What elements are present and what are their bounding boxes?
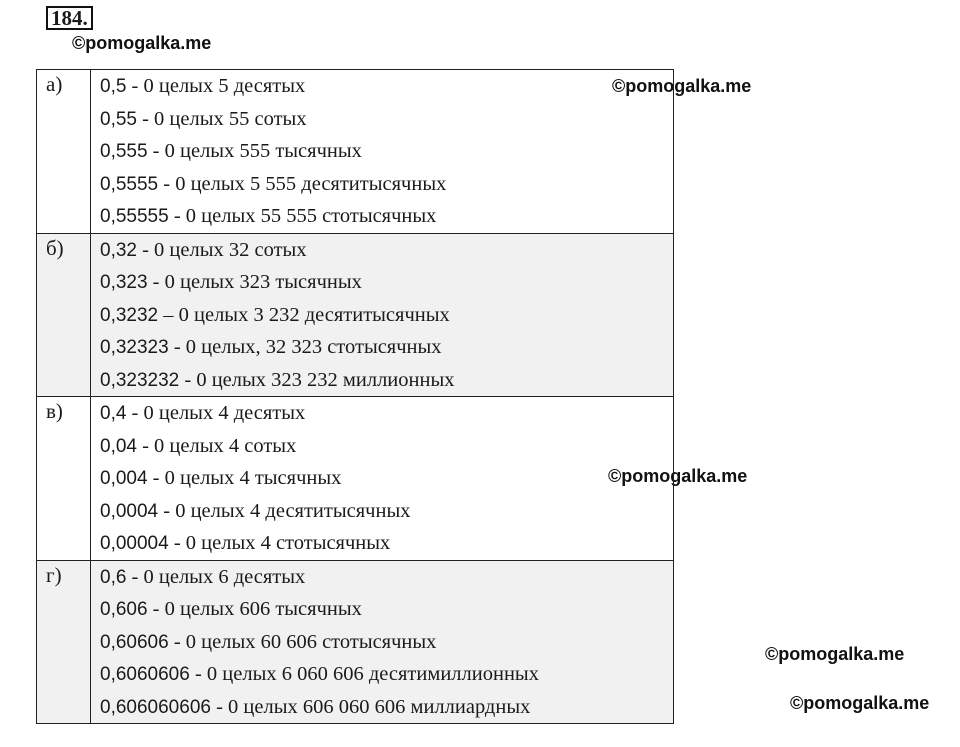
decimal-value: 0,323232: [100, 369, 180, 391]
answer-table: [36, 69, 674, 724]
section-label: а): [37, 70, 91, 234]
decimal-reading: - 0 целых 323 232 миллионных: [179, 368, 455, 391]
answer-line: [100, 462, 673, 495]
answer-line: [100, 495, 673, 528]
decimal-value: 0,0004: [100, 500, 159, 522]
decimal-reading: - 0 целых 323 тысячных: [147, 271, 362, 293]
decimal-value: 0,555: [100, 141, 148, 162]
task-number: [46, 6, 93, 30]
section-label: г): [37, 560, 91, 724]
decimal-reading: - 0 целых 4 десятитысячных: [158, 499, 411, 522]
task-number-value: 184.: [46, 6, 93, 30]
decimal-value: 0,4: [100, 403, 127, 424]
section-lines: [91, 397, 674, 561]
decimal-value: 0,5: [100, 76, 127, 97]
answer-line: [100, 70, 673, 103]
decimal-value: 0,60606: [100, 631, 169, 653]
decimal-value: 0,606: [100, 599, 148, 620]
section-row-a: [37, 70, 674, 234]
answer-line: [100, 364, 673, 397]
decimal-reading: - 0 целых, 32 323 стотысячных: [168, 336, 442, 358]
section-row-b: [37, 233, 674, 397]
decimal-value: 0,32323: [100, 337, 169, 358]
section-row-v: [37, 397, 674, 561]
section-lines: [91, 70, 674, 234]
answer-line: [100, 200, 673, 233]
watermark: ©pomogalka.me: [72, 33, 212, 53]
section-label: в): [37, 397, 91, 561]
answer-line: [100, 430, 673, 463]
section-label: б): [37, 233, 91, 397]
decimal-reading: - 0 целых 55 сотых: [136, 107, 307, 130]
decimal-value: 0,5555: [100, 173, 159, 195]
decimal-value: 0,04: [100, 435, 137, 457]
answer-line: [100, 135, 673, 168]
decimal-reading: - 0 целых 4 десятых: [126, 402, 306, 424]
watermark: ©pomogalka.me: [765, 644, 905, 664]
decimal-reading: - 0 целых 4 тысячных: [147, 467, 342, 489]
answer-line: [100, 331, 673, 364]
decimal-reading: - 0 целых 55 555 стотысячных: [168, 205, 437, 227]
decimal-reading: - 0 целых 5 555 десятитысячных: [158, 172, 447, 195]
section-lines: [91, 233, 674, 397]
decimal-reading: - 0 целых 6 060 606 десятимиллионных: [189, 663, 539, 685]
decimal-reading: - 0 целых 5 десятых: [126, 75, 306, 97]
decimal-value: 0,323: [100, 272, 148, 293]
answer-line: [100, 593, 673, 626]
answer-line: [100, 561, 673, 594]
decimal-reading: - 0 целых 4 стотысячных: [168, 532, 391, 554]
decimal-value: 0,00004: [100, 533, 169, 554]
decimal-value: 0,3232: [100, 304, 159, 326]
decimal-value: 0,55555: [100, 206, 169, 227]
watermark: ©pomogalka.me: [608, 466, 748, 486]
decimal-reading: - 0 целых 555 тысячных: [147, 140, 362, 162]
decimal-value: 0,004: [100, 468, 148, 489]
decimal-reading: - 0 целых 606 060 606 миллиардных: [210, 695, 531, 718]
answer-line: [100, 103, 673, 136]
answer-line: [100, 397, 673, 430]
answer-line: [100, 691, 673, 724]
decimal-reading: - 0 целых 32 сотых: [136, 238, 307, 261]
decimal-value: 0,55: [100, 108, 137, 130]
answer-line: [100, 168, 673, 201]
decimal-reading: - 0 целых 4 сотых: [136, 434, 297, 457]
answer-line: [100, 299, 673, 332]
answer-line: [100, 234, 673, 267]
section-lines: [91, 560, 674, 724]
decimal-value: 0,6: [100, 566, 127, 588]
answer-line: [100, 658, 673, 691]
decimal-reading: - 0 целых 60 606 стотысячных: [168, 630, 437, 653]
answer-line: [100, 626, 673, 659]
watermark: ©pomogalka.me: [612, 76, 752, 96]
answer-line: [100, 266, 673, 299]
decimal-reading: – 0 целых 3 232 десятитысячных: [158, 303, 450, 326]
decimal-reading: - 0 целых 606 тысячных: [147, 598, 362, 620]
answer-line: [100, 527, 673, 560]
section-row-g: [37, 560, 674, 724]
decimal-value: 0,6060606: [100, 664, 190, 685]
decimal-value: 0,606060606: [100, 696, 211, 718]
decimal-reading: - 0 целых 6 десятых: [126, 565, 306, 588]
decimal-value: 0,32: [100, 239, 137, 261]
watermark: ©pomogalka.me: [790, 693, 930, 713]
